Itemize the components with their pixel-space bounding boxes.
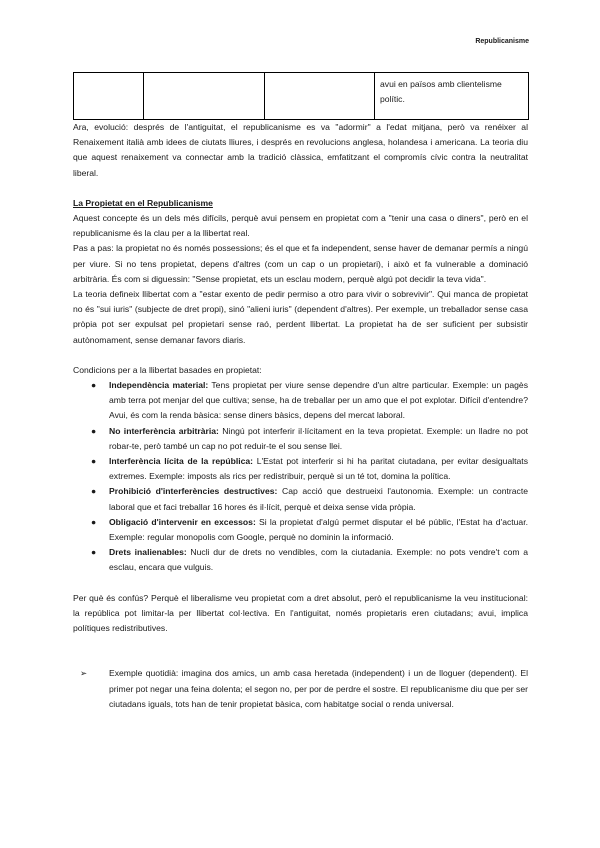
condition-text: L'Estat pot interferir si hi ha paritat ciutadana, per evitar desigualtats extremes. Exemple: imposts als rics per redistribuir, perquè si un té tot, domina la política. [109, 456, 528, 482]
list-item [73, 454, 528, 484]
condition-term: Prohibició d'interferències destructives: [109, 486, 278, 497]
page-header-title: Republicanisme [475, 38, 529, 45]
table-cell: avui en països amb clientelisme polític. [375, 73, 529, 120]
list-item [73, 545, 528, 575]
condition-term: Interferència lícita de la república: [109, 456, 254, 467]
bullet-icon: ● [91, 425, 97, 436]
example-text: Exemple quotidià: imagina dos amics, un amb casa heretada (independent) i un de lloguer (dependent). El primer pot negar una feina dolenta; el segon no, per por de perdre el sostre. El republicanisme diu que per ser ciutadans iguals, tots han de tenir propietat bàsica, com habitatge social o renda universal. [109, 668, 528, 709]
list-item [73, 424, 528, 454]
arrow-bullet-icon: ➢ [80, 668, 88, 679]
condition-term: Independència material: [109, 380, 209, 391]
condition-term: Drets inalienables: [109, 547, 187, 558]
bullet-icon: ● [91, 547, 97, 558]
condition-term: No interferència arbitrària: [109, 425, 219, 436]
document-body [73, 72, 528, 712]
table-row [74, 73, 529, 120]
condition-text: Nucli dur de drets no vendibles, com la ciutadania. Exemple: no pots vendre't com a esclau, encara que vulguis. [109, 547, 528, 573]
bullet-icon: ● [91, 516, 97, 527]
list-item [73, 515, 528, 545]
list-item [73, 484, 528, 514]
list-item [73, 378, 528, 424]
table-cell [144, 73, 265, 120]
intro-paragraph: Ara, evolució: després de l'antiguitat, el republicanisme es va "adormir" a l'edat mitjana, però va renéixer al Renaixement italià amb idees de ciutats lliures, i després en revolucions anglesa, holandesa i americana. La teoria diu que aquest renaixement va connectar amb la tradició clàssica, emfatitzant el compromís cívic contra la neutralitat liberal. [73, 122, 528, 178]
example-item [73, 666, 528, 712]
paragraph: Aquest concepte és un dels més difícils, perquè avui pensem en propietat com a "tenir una casa o diners", però en el republicanisme és la clau per a la llibertat real. [73, 213, 528, 239]
condition-text: Cap acció que destrueixi l'autonomia. Exemple: un contracte laboral que et faci treballar 16 hores és il·lícit, perquè et deixa sense vida pròpia. [109, 486, 528, 512]
bullet-icon: ● [91, 380, 97, 391]
condition-text: Tens propietat per viure sense dependre d'un altre particular. Exemple: un pagès amb terra pot menjar del que cultiva; sense, ha de treballar per un amo que el pot explotar. Difícil d'entendre? Avui, és com la renda bàsica: sense diners bàsics, depens del mercat laboral. [109, 380, 528, 421]
condition-text: Si la propietat d'algú permet disputar el bé públic, l'Estat ha d'actuar. Exemple: regular monopolis com Google, perquè no dominin la informació. [109, 516, 528, 543]
bullet-icon: ● [91, 456, 97, 467]
table-cell [265, 73, 375, 120]
condition-term: Obligació d'intervenir en excessos: [109, 516, 256, 527]
condition-text: Ningú pot interferir il·lícitament en la teva propietat. Exemple: un lladre no pot robar-te, però també un cap no pot reduir-te el sou sense llei. [109, 425, 528, 451]
conditions-list [73, 378, 528, 576]
conditions-intro: Condicions per a la llibertat basades en propietat: [73, 364, 262, 375]
paragraph: Pas a pas: la propietat no és només possessions; és el que et fa independent, sense haver de demanar permís a ningú per viure. Si no tens propietat, depens d'altres (com un cap o un propietari), i això et fa vulnerable a dominació arbitrària. És com si diguessin: "Sense propietat, ets un esclau modern, perquè algú pot decidir la teva vida". [73, 243, 528, 284]
table-cell [74, 73, 144, 120]
why-confusing-paragraph: Per què és confús? Perquè el liberalisme veu propietat com a dret absolut, però el republicanisme la veu institucional: la república pot limitar-la per llibertat col·lectiva. En l'antiguitat, només propietaris eren ciutadans; avui, implica polítiques redistributives. [73, 592, 528, 634]
continuation-table [73, 72, 529, 120]
section-heading: La Propietat en el Republicanisme [73, 197, 213, 208]
paragraph: La teoria defineix llibertat com a "estar exento de pedir permiso a otro para vivir o sobrevivir". Qui manca de propietat no és "sui iuris" (subjecte de dret propi), sinó "alieni iuris" (dependent d'altres). Per exemple, un treballador sense casa pròpia pot ser expulsat pel propietari sense raó, perdent llibertat. La propietat ha de ser suficient per subsistir autònomament, sense demanar favors diaris. [73, 289, 528, 345]
bullet-icon: ● [91, 486, 97, 497]
